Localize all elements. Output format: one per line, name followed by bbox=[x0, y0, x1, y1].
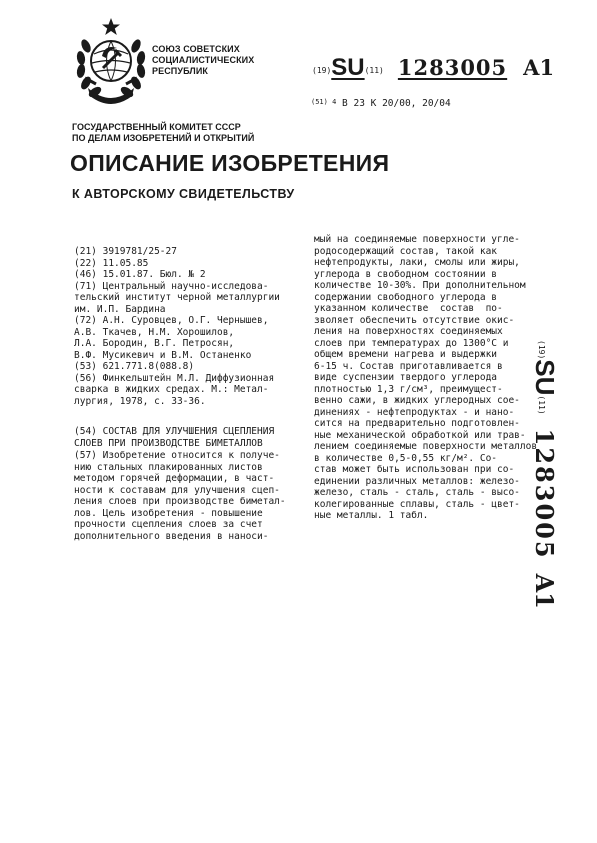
document-type-title: ОПИСАНИЕ ИЗОБРЕТЕНИЯ bbox=[70, 150, 390, 176]
country-line: СОЮЗ СОВЕТСКИХ bbox=[152, 44, 240, 54]
text-line: виде суспензии твердого углерода bbox=[314, 372, 498, 383]
text-line: сварка в жидких средах. М.: Метал- bbox=[74, 384, 269, 395]
authority-block bbox=[72, 122, 254, 144]
text-line: (72) А.Н. Суровцев, О.Г. Чернышев, bbox=[74, 315, 269, 326]
text-line: углерода в свободном состоянии в bbox=[314, 268, 498, 280]
authority-line: ГОСУДАРСТВЕННЫЙ КОМИТЕТ СССР bbox=[72, 122, 241, 132]
text-line: колегированные сплавы, сталь - цвет- bbox=[314, 498, 520, 510]
text-line: лургия, 1978, с. 33-36. bbox=[74, 395, 206, 407]
text-line: ные механической обработкой или трав- bbox=[314, 429, 526, 441]
abstract-right-column bbox=[314, 234, 537, 522]
kind-code: A1 bbox=[530, 573, 559, 609]
text-line: зволяет обеспечить отсутствие окис- bbox=[314, 314, 515, 326]
inid-code-11: (11) bbox=[537, 395, 546, 415]
text-line: мый на соединяемые поверхности угле- bbox=[314, 234, 520, 245]
title-line: (54) СОСТАВ ДЛЯ УЛУЧШЕНИЯ СЦЕПЛЕНИЯ bbox=[74, 426, 275, 437]
text-line: (53) 621.771.8(088.8) bbox=[74, 361, 195, 372]
text-line: (56) Финкельштейн М.Л. Диффузионная bbox=[74, 372, 275, 384]
ipc-classification bbox=[311, 98, 451, 109]
title-line: СЛОЕВ ПРИ ПРОИЗВОДСТВЕ БИМЕТАЛЛОВ bbox=[74, 437, 263, 449]
text-line: (22) 11.05.85 bbox=[74, 257, 149, 269]
patent-number: 1283005 bbox=[530, 428, 559, 560]
text-line: 6-15 ч. Состав приготавливается в bbox=[314, 360, 503, 372]
text-line: прочности сцепления слоев за счет bbox=[74, 519, 263, 530]
text-line: нию стальных плакированных листов bbox=[74, 461, 263, 473]
text-line: В.Ф. Мусикевич и В.М. Останенко bbox=[74, 349, 252, 361]
text-line: лов. Цель изобретения - повышение bbox=[74, 507, 263, 519]
ussr-emblem-icon bbox=[72, 16, 150, 106]
authority-line: ПО ДЕЛАМ ИЗОБРЕТЕНИЙ И ОТКРЫТИЙ bbox=[72, 133, 255, 143]
text-line: (71) Центральный научно-исследова- bbox=[74, 280, 269, 292]
text-line: лением соединяемые поверхности металлов bbox=[314, 441, 538, 452]
text-line: А.В. Ткачев, Н.М. Хорошилов, bbox=[74, 326, 235, 338]
invention-title bbox=[74, 426, 274, 449]
text-line: методом горячей деформации, в част- bbox=[74, 473, 275, 484]
text-line: (57) Изобретение относится к получе- bbox=[74, 450, 280, 461]
text-line: слоев при температурах до 1300°С и bbox=[314, 337, 509, 349]
text-line: сится на предварительно подготовлен- bbox=[314, 418, 520, 429]
text-line: (21) 3919781/25-27 bbox=[74, 246, 177, 257]
text-line: в количестве 0,5-0,55 кг/м². Со- bbox=[314, 452, 498, 464]
inid-code-11: (11) bbox=[364, 66, 384, 75]
document-type-subtitle: К АВТОРСКОМУ СВИДЕТЕЛЬСТВУ bbox=[72, 187, 295, 201]
text-line: железо, сталь - сталь, сталь - высо- bbox=[314, 487, 520, 498]
text-line: ления слоев при производстве биметал- bbox=[74, 496, 286, 507]
text-line: нефтепродукты, лаки, смолы или жиры, bbox=[314, 257, 520, 268]
text-line: (46) 15.01.87. Бюл. № 2 bbox=[74, 269, 206, 280]
text-line: Л.А. Бородин, В.Г. Петросян, bbox=[74, 338, 235, 349]
text-line: дополнительного введения в наноси- bbox=[74, 530, 269, 542]
text-line: единении различных металлов: железо- bbox=[314, 475, 520, 487]
ipc-value: В 23 К 20/00, 20/04 bbox=[342, 98, 451, 109]
text-line: тельский институт черной металлургии bbox=[74, 292, 280, 303]
kind-code: A1 bbox=[523, 55, 555, 80]
country-line: СОЦИАЛИСТИЧЕСКИХ bbox=[152, 55, 255, 65]
text-line: родосодержащий состав, такой как bbox=[314, 245, 498, 257]
text-line: общем времени нагрева и выдержки bbox=[314, 349, 498, 360]
ipc-code: (51) 4 bbox=[311, 98, 337, 106]
patent-number: 1283005 bbox=[397, 55, 508, 80]
country-block bbox=[152, 44, 254, 77]
abstract-left-column bbox=[74, 450, 286, 542]
text-line: ности к составам для улучшения сцеп- bbox=[74, 484, 280, 496]
text-line: ления на поверхностях соединяемых bbox=[314, 326, 503, 337]
text-line: количестве 10-30%. При дополнительном bbox=[314, 280, 526, 291]
text-line: венно сажи, в жидких углеродных сое- bbox=[314, 395, 520, 406]
text-line: плотностью 1,3 г/см³, преимущест- bbox=[314, 383, 503, 395]
text-line: динениях - нефтепродуктах - и нано- bbox=[314, 406, 515, 418]
inid-code-19: (19) bbox=[537, 340, 546, 360]
bibliographic-data bbox=[74, 246, 280, 407]
text-line: ные металлы. 1 табл. bbox=[314, 510, 429, 521]
text-line: им. И.П. Бардина bbox=[74, 303, 166, 315]
text-line: содержании свободного углерода в bbox=[314, 291, 498, 303]
country-code: SU bbox=[530, 359, 560, 396]
country-line: РЕСПУБЛИК bbox=[152, 66, 208, 76]
text-line: указанном количестве состав по- bbox=[314, 303, 503, 314]
text-line: став может быть использован при со- bbox=[314, 464, 515, 475]
inid-code-19: (19) bbox=[312, 66, 332, 75]
country-code: SU bbox=[331, 54, 365, 81]
patent-number-header bbox=[312, 54, 554, 82]
